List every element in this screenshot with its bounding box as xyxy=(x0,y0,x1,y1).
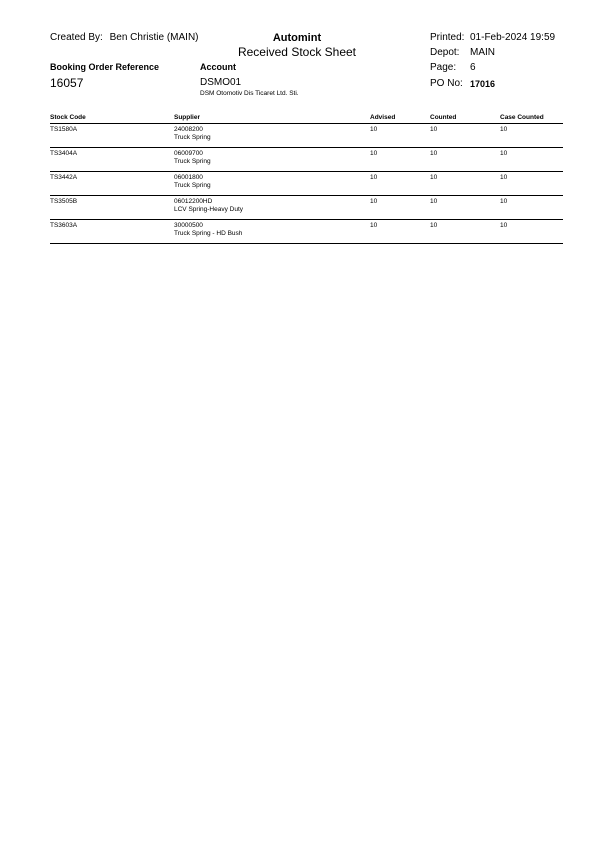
table-row xyxy=(50,172,563,196)
supplier-code: 06012200HD xyxy=(174,198,213,205)
table-row xyxy=(50,220,563,244)
created-by-value: Ben Christie (MAIN) xyxy=(109,32,199,43)
case-counted-qty: 10 xyxy=(500,172,563,196)
page-number: 6 xyxy=(470,62,476,73)
supplier-cell xyxy=(174,148,370,172)
col-supplier: Supplier xyxy=(174,114,370,124)
created-by xyxy=(50,32,199,43)
supplier-cell xyxy=(174,172,370,196)
stock-code: TS3603A xyxy=(50,220,174,244)
advised-qty: 10 xyxy=(370,196,430,220)
supplier-code: 06009700 xyxy=(174,150,203,157)
printed-value: 01-Feb-2024 19:59 xyxy=(470,32,556,43)
table-row xyxy=(50,148,563,172)
item-description: LCV Spring-Heavy Duty xyxy=(174,206,243,213)
account-name: DSM Otomotiv Dis Ticaret Ltd. Sti. xyxy=(200,90,299,97)
counted-qty: 10 xyxy=(430,124,500,148)
item-description: Truck Spring xyxy=(174,134,211,141)
stock-code: TS3505B xyxy=(50,196,174,220)
stock-code: TS3442A xyxy=(50,172,174,196)
supplier-cell xyxy=(174,220,370,244)
counted-qty: 10 xyxy=(430,148,500,172)
booking-ref-label: Booking Order Reference xyxy=(50,62,160,72)
account-code: DSMO01 xyxy=(200,77,242,88)
created-by-label: Created By: xyxy=(50,32,103,43)
company-name: Automint xyxy=(272,32,322,44)
supplier-code: 30000500 xyxy=(174,222,203,229)
advised-qty: 10 xyxy=(370,124,430,148)
depot-label: Depot: xyxy=(430,47,460,58)
item-description: Truck Spring xyxy=(174,182,211,189)
po-value: 17016 xyxy=(470,79,496,89)
item-description: Truck Spring xyxy=(174,158,211,165)
col-case-counted: Case Counted xyxy=(500,114,563,124)
stock-table xyxy=(50,114,563,244)
case-counted-qty: 10 xyxy=(500,148,563,172)
depot-value: MAIN xyxy=(470,47,495,58)
col-counted: Counted xyxy=(430,114,500,124)
table-row xyxy=(50,196,563,220)
case-counted-qty: 10 xyxy=(500,196,563,220)
page-label: Page: xyxy=(430,62,457,73)
table-header-row xyxy=(50,114,563,124)
advised-qty: 10 xyxy=(370,148,430,172)
booking-ref-value: 16057 xyxy=(50,76,84,90)
stock-code: TS1580A xyxy=(50,124,174,148)
advised-qty: 10 xyxy=(370,172,430,196)
counted-qty: 10 xyxy=(430,196,500,220)
page-title: Received Stock Sheet xyxy=(237,45,357,59)
item-description: Truck Spring - HD Bush xyxy=(174,230,243,237)
account-label: Account xyxy=(200,62,236,72)
advised-qty: 10 xyxy=(370,220,430,244)
po-label: PO No: xyxy=(430,78,463,89)
supplier-code: 24008200 xyxy=(174,126,203,133)
counted-qty: 10 xyxy=(430,220,500,244)
supplier-cell xyxy=(174,196,370,220)
case-counted-qty: 10 xyxy=(500,220,563,244)
col-stock-code: Stock Code xyxy=(50,114,174,124)
table-row xyxy=(50,124,563,148)
supplier-code: 06001800 xyxy=(174,174,203,181)
supplier-cell xyxy=(174,124,370,148)
counted-qty: 10 xyxy=(430,172,500,196)
printed-label: Printed: xyxy=(430,32,465,43)
case-counted-qty: 10 xyxy=(500,124,563,148)
col-advised: Advised xyxy=(370,114,430,124)
stock-code: TS3404A xyxy=(50,148,174,172)
